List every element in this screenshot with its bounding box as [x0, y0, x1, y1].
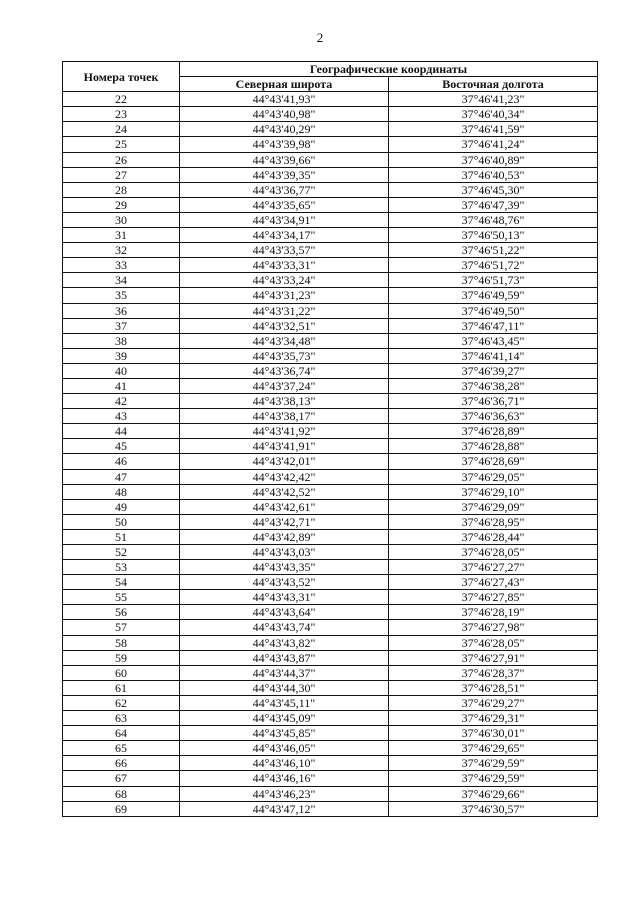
longitude-cell: 37°46'50,13" — [389, 228, 598, 243]
table-row — [63, 394, 598, 409]
table-row — [63, 801, 598, 816]
latitude-cell: 44°43'34,17" — [180, 228, 389, 243]
table-row — [63, 665, 598, 680]
longitude-cell: 37°46'45,30" — [389, 182, 598, 197]
table-row — [63, 680, 598, 695]
latitude-cell: 44°43'36,74" — [180, 363, 389, 378]
table-row — [63, 454, 598, 469]
table-row — [63, 167, 598, 182]
longitude-cell: 37°46'27,91" — [389, 650, 598, 665]
latitude-cell: 44°43'43,03" — [180, 545, 389, 560]
point-number-cell: 40 — [63, 363, 180, 378]
point-number-cell: 49 — [63, 499, 180, 514]
longitude-cell: 37°46'29,66" — [389, 786, 598, 801]
latitude-cell: 44°43'40,29" — [180, 122, 389, 137]
point-number-cell: 59 — [63, 650, 180, 665]
point-number-cell: 29 — [63, 197, 180, 212]
point-number-cell: 52 — [63, 545, 180, 560]
longitude-cell: 37°46'28,88" — [389, 439, 598, 454]
table-row — [63, 152, 598, 167]
latitude-cell: 44°43'42,01" — [180, 454, 389, 469]
latitude-cell: 44°43'36,77" — [180, 182, 389, 197]
latitude-cell: 44°43'41,93" — [180, 92, 389, 107]
table-row — [63, 786, 598, 801]
table-row — [63, 741, 598, 756]
latitude-cell: 44°43'35,73" — [180, 348, 389, 363]
point-number-cell: 24 — [63, 122, 180, 137]
table-row — [63, 424, 598, 439]
table-row — [63, 409, 598, 424]
latitude-cell: 44°43'32,51" — [180, 318, 389, 333]
longitude-cell: 37°46'47,39" — [389, 197, 598, 212]
point-number-cell: 22 — [63, 92, 180, 107]
latitude-cell: 44°43'46,23" — [180, 786, 389, 801]
latitude-cell: 44°43'45,11" — [180, 695, 389, 710]
table-row — [63, 258, 598, 273]
latitude-cell: 44°43'43,35" — [180, 560, 389, 575]
table-row — [63, 137, 598, 152]
longitude-cell: 37°46'28,51" — [389, 680, 598, 695]
longitude-cell: 37°46'30,57" — [389, 801, 598, 816]
table-row — [63, 771, 598, 786]
point-number-cell: 42 — [63, 394, 180, 409]
table-row — [63, 484, 598, 499]
longitude-cell: 37°46'27,43" — [389, 575, 598, 590]
table-row — [63, 695, 598, 710]
point-number-cell: 58 — [63, 635, 180, 650]
point-number-cell: 28 — [63, 182, 180, 197]
longitude-cell: 37°46'38,28" — [389, 378, 598, 393]
point-number-cell: 67 — [63, 771, 180, 786]
longitude-cell: 37°46'29,65" — [389, 741, 598, 756]
point-number-cell: 68 — [63, 786, 180, 801]
latitude-cell: 44°43'37,24" — [180, 378, 389, 393]
latitude-cell: 44°43'39,98" — [180, 137, 389, 152]
point-number-cell: 61 — [63, 680, 180, 695]
point-number-cell: 63 — [63, 711, 180, 726]
point-number-cell: 48 — [63, 484, 180, 499]
longitude-cell: 37°46'29,59" — [389, 771, 598, 786]
longitude-cell: 37°46'49,50" — [389, 303, 598, 318]
point-number-cell: 60 — [63, 665, 180, 680]
longitude-cell: 37°46'28,05" — [389, 635, 598, 650]
longitude-cell: 37°46'41,24" — [389, 137, 598, 152]
table-row — [63, 560, 598, 575]
point-number-cell: 23 — [63, 107, 180, 122]
table-row — [63, 756, 598, 771]
point-number-cell: 25 — [63, 137, 180, 152]
table-row — [63, 726, 598, 741]
longitude-cell: 37°46'28,69" — [389, 454, 598, 469]
longitude-cell: 37°46'28,37" — [389, 665, 598, 680]
point-number-cell: 66 — [63, 756, 180, 771]
point-number-cell: 55 — [63, 590, 180, 605]
point-number-cell: 33 — [63, 258, 180, 273]
latitude-cell: 44°43'43,74" — [180, 620, 389, 635]
table-row — [63, 605, 598, 620]
point-number-cell: 39 — [63, 348, 180, 363]
longitude-cell: 37°46'41,23" — [389, 92, 598, 107]
latitude-cell: 44°43'31,22" — [180, 303, 389, 318]
table-row — [63, 439, 598, 454]
table-row — [63, 288, 598, 303]
longitude-cell: 37°46'28,89" — [389, 424, 598, 439]
longitude-cell: 37°46'36,71" — [389, 394, 598, 409]
point-number-cell: 69 — [63, 801, 180, 816]
latitude-cell: 44°43'34,48" — [180, 333, 389, 348]
longitude-cell: 37°46'27,98" — [389, 620, 598, 635]
longitude-cell: 37°46'47,11" — [389, 318, 598, 333]
point-number-cell: 50 — [63, 514, 180, 529]
table-row — [63, 635, 598, 650]
table-row — [63, 650, 598, 665]
point-number-cell: 56 — [63, 605, 180, 620]
point-number-cell: 26 — [63, 152, 180, 167]
longitude-cell: 37°46'29,27" — [389, 695, 598, 710]
header-point-numbers: Номера точек — [63, 62, 180, 92]
table-row — [63, 273, 598, 288]
table-row — [63, 363, 598, 378]
longitude-cell: 37°46'41,59" — [389, 122, 598, 137]
latitude-cell: 44°43'39,66" — [180, 152, 389, 167]
latitude-cell: 44°43'41,92" — [180, 424, 389, 439]
longitude-cell: 37°46'40,53" — [389, 167, 598, 182]
latitude-cell: 44°43'42,42" — [180, 469, 389, 484]
point-number-cell: 44 — [63, 424, 180, 439]
point-number-cell: 32 — [63, 243, 180, 258]
longitude-cell: 37°46'28,95" — [389, 514, 598, 529]
latitude-cell: 44°43'43,87" — [180, 650, 389, 665]
latitude-cell: 44°43'46,16" — [180, 771, 389, 786]
header-geographic-coordinates: Географические координаты — [180, 62, 598, 77]
table-row — [63, 469, 598, 484]
point-number-cell: 46 — [63, 454, 180, 469]
latitude-cell: 44°43'42,61" — [180, 499, 389, 514]
latitude-cell: 44°43'35,65" — [180, 197, 389, 212]
table-row — [63, 590, 598, 605]
latitude-cell: 44°43'33,57" — [180, 243, 389, 258]
point-number-cell: 47 — [63, 469, 180, 484]
latitude-cell: 44°43'45,09" — [180, 711, 389, 726]
point-number-cell: 62 — [63, 695, 180, 710]
latitude-cell: 44°43'42,89" — [180, 529, 389, 544]
point-number-cell: 54 — [63, 575, 180, 590]
table-row — [63, 348, 598, 363]
longitude-cell: 37°46'29,05" — [389, 469, 598, 484]
latitude-cell: 44°43'45,85" — [180, 726, 389, 741]
longitude-cell: 37°46'40,89" — [389, 152, 598, 167]
table-row — [63, 529, 598, 544]
longitude-cell: 37°46'51,22" — [389, 243, 598, 258]
latitude-cell: 44°43'38,17" — [180, 409, 389, 424]
point-number-cell: 65 — [63, 741, 180, 756]
latitude-cell: 44°43'34,91" — [180, 212, 389, 227]
table-row — [63, 575, 598, 590]
point-number-cell: 30 — [63, 212, 180, 227]
point-number-cell: 64 — [63, 726, 180, 741]
latitude-cell: 44°43'43,31" — [180, 590, 389, 605]
longitude-cell: 37°46'28,19" — [389, 605, 598, 620]
header-east-longitude: Восточная долгота — [389, 77, 598, 92]
longitude-cell: 37°46'27,85" — [389, 590, 598, 605]
table-row — [63, 333, 598, 348]
table-row — [63, 514, 598, 529]
latitude-cell: 44°43'44,30" — [180, 680, 389, 695]
point-number-cell: 38 — [63, 333, 180, 348]
point-number-cell: 34 — [63, 273, 180, 288]
longitude-cell: 37°46'43,45" — [389, 333, 598, 348]
table-row — [63, 212, 598, 227]
longitude-cell: 37°46'29,31" — [389, 711, 598, 726]
table-row — [63, 182, 598, 197]
table-row — [63, 122, 598, 137]
latitude-cell: 44°43'38,13" — [180, 394, 389, 409]
longitude-cell: 37°46'29,59" — [389, 756, 598, 771]
point-number-cell: 37 — [63, 318, 180, 333]
table-row — [63, 228, 598, 243]
latitude-cell: 44°43'33,24" — [180, 273, 389, 288]
longitude-cell: 37°46'29,10" — [389, 484, 598, 499]
latitude-cell: 44°43'33,31" — [180, 258, 389, 273]
point-number-cell: 45 — [63, 439, 180, 454]
latitude-cell: 44°43'46,10" — [180, 756, 389, 771]
point-number-cell: 57 — [63, 620, 180, 635]
latitude-cell: 44°43'43,64" — [180, 605, 389, 620]
point-number-cell: 43 — [63, 409, 180, 424]
table-row — [63, 107, 598, 122]
latitude-cell: 44°43'31,23" — [180, 288, 389, 303]
point-number-cell: 51 — [63, 529, 180, 544]
table-row — [63, 378, 598, 393]
longitude-cell: 37°46'41,14" — [389, 348, 598, 363]
latitude-cell: 44°43'42,52" — [180, 484, 389, 499]
coordinates-table — [62, 61, 598, 817]
table-row — [63, 620, 598, 635]
table-row — [63, 499, 598, 514]
page-number: 2 — [316, 30, 324, 45]
table-row — [63, 197, 598, 212]
point-number-cell: 41 — [63, 378, 180, 393]
longitude-cell: 37°46'48,76" — [389, 212, 598, 227]
longitude-cell: 37°46'49,59" — [389, 288, 598, 303]
longitude-cell: 37°46'28,05" — [389, 545, 598, 560]
latitude-cell: 44°43'44,37" — [180, 665, 389, 680]
longitude-cell: 37°46'51,72" — [389, 258, 598, 273]
longitude-cell: 37°46'30,01" — [389, 726, 598, 741]
table-row — [63, 711, 598, 726]
latitude-cell: 44°43'42,71" — [180, 514, 389, 529]
point-number-cell: 36 — [63, 303, 180, 318]
longitude-cell: 37°46'27,27" — [389, 560, 598, 575]
table-row — [63, 318, 598, 333]
table-row — [63, 92, 598, 107]
longitude-cell: 37°46'29,09" — [389, 499, 598, 514]
point-number-cell: 53 — [63, 560, 180, 575]
latitude-cell: 44°43'43,52" — [180, 575, 389, 590]
table-row — [63, 303, 598, 318]
table-row — [63, 545, 598, 560]
longitude-cell: 37°46'40,34" — [389, 107, 598, 122]
longitude-cell: 37°46'51,73" — [389, 273, 598, 288]
latitude-cell: 44°43'39,35" — [180, 167, 389, 182]
longitude-cell: 37°46'36,63" — [389, 409, 598, 424]
latitude-cell: 44°43'46,05" — [180, 741, 389, 756]
latitude-cell: 44°43'43,82" — [180, 635, 389, 650]
table-body — [63, 92, 598, 817]
table-row — [63, 243, 598, 258]
longitude-cell: 37°46'39,27" — [389, 363, 598, 378]
point-number-cell: 31 — [63, 228, 180, 243]
longitude-cell: 37°46'28,44" — [389, 529, 598, 544]
point-number-cell: 35 — [63, 288, 180, 303]
latitude-cell: 44°43'47,12" — [180, 801, 389, 816]
latitude-cell: 44°43'41,91" — [180, 439, 389, 454]
latitude-cell: 44°43'40,98" — [180, 107, 389, 122]
point-number-cell: 27 — [63, 167, 180, 182]
header-north-latitude: Северная широта — [180, 77, 389, 92]
